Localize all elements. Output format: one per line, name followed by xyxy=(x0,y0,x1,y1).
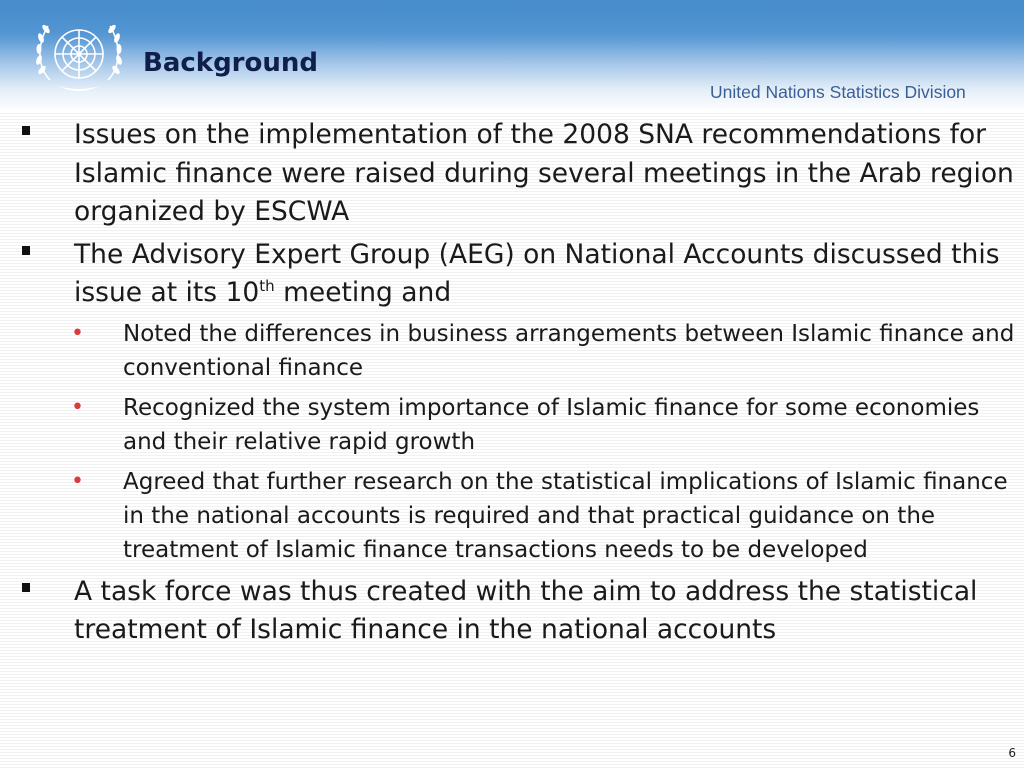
bullet-item-1 xyxy=(0,116,1024,232)
sub-bullet-item-1 xyxy=(0,317,1024,385)
bullet-item-2-text xyxy=(74,239,1000,309)
page-number: 6 xyxy=(1008,746,1016,760)
un-emblem-icon xyxy=(28,10,130,102)
sub-bullet-item-1-text: Noted the differences in business arrangements between Islamic finance and conventional finance xyxy=(123,320,1015,381)
round-bullet-icon: • xyxy=(71,320,84,346)
sub-bullet-item-2 xyxy=(0,391,1024,459)
round-bullet-icon: • xyxy=(71,394,84,420)
organization-name: United Nations Statistics Division xyxy=(710,82,966,102)
sub-bullet-item-3-text: Agreed that further research on the statistical implications of Islamic finance in the national accounts is required and that practical guidance on the treatment of Islamic finance transactions needs to be developed xyxy=(123,468,1008,563)
header-shine xyxy=(0,0,1024,40)
slide-title: Background xyxy=(143,48,318,78)
square-bullet-icon xyxy=(22,126,30,135)
bullet-item-1-text: Issues on the implementation of the 2008 SNA recommendations for Islamic finance were raised during several meetings in the Arab region organized by ESCWA xyxy=(74,119,1014,227)
round-bullet-icon: • xyxy=(71,468,84,494)
sub-bullet-item-2-text: Recognized the system importance of Islamic finance for some economies and their relative rapid growth xyxy=(123,394,980,455)
bullet-item-3-text: A task force was thus created with the aim to address the statistical treatment of Islamic finance in the national accounts xyxy=(74,575,978,645)
bullet-item-3 xyxy=(0,573,1024,650)
slide-header xyxy=(0,0,1024,112)
square-bullet-icon xyxy=(22,583,30,592)
slide-content xyxy=(0,116,1024,654)
superscript-th: th xyxy=(259,277,275,295)
bullet-item-2 xyxy=(0,236,1024,313)
bullet-item-2-text-main: The Advisory Expert Group (AEG) on National Accounts discussed this issue at its 10 xyxy=(74,238,1000,308)
square-bullet-icon xyxy=(22,246,30,255)
sub-bullet-item-3 xyxy=(0,465,1024,567)
bullet-item-2-text-end: meeting and xyxy=(274,277,452,308)
